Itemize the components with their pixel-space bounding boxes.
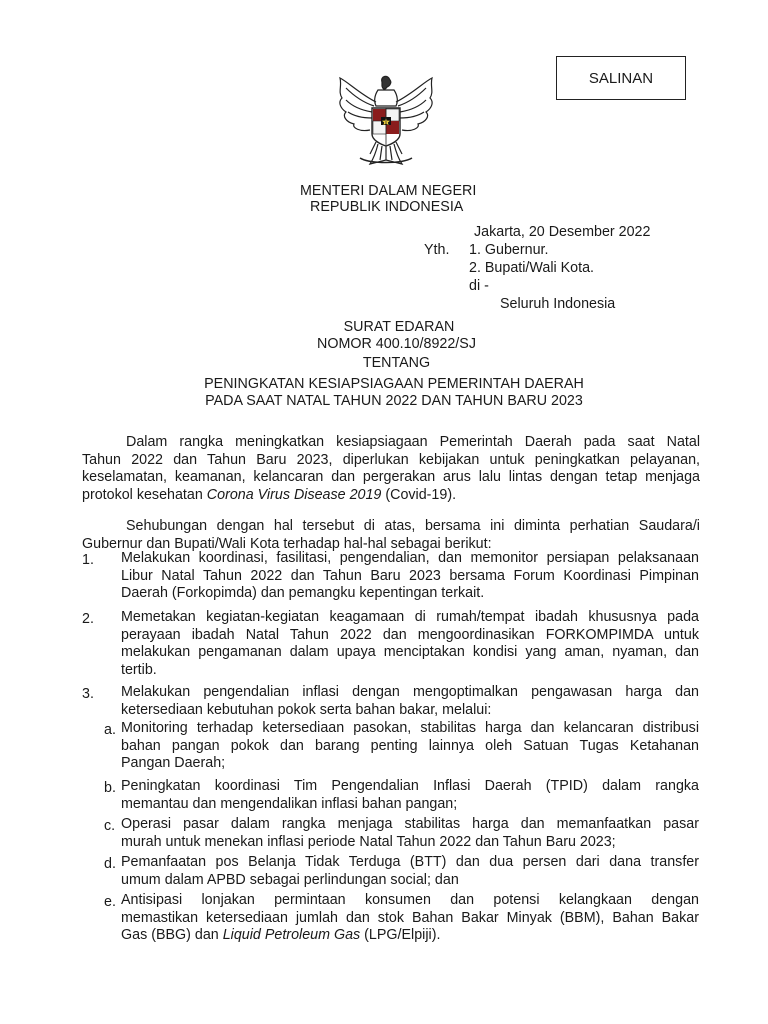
date-line: Jakarta, 20 Desember 2022 <box>474 224 651 240</box>
para2-line-2: Gubernur dan Bupati/Wali Kota terhadap hal-hal sebagai berikut: <box>82 535 492 552</box>
sublist-letter-a: a. <box>104 722 116 738</box>
paragraph-request <box>82 518 700 553</box>
subject-line-1: PENINGKATAN KESIAPSIAGAAN PEMERINTAH DAERAH <box>204 376 584 392</box>
paragraph-intro <box>82 434 700 504</box>
header-line-2: REPUBLIK INDONESIA <box>310 199 464 215</box>
list-number-3: 3. <box>82 686 94 702</box>
doc-about: TENTANG <box>362 355 431 371</box>
sublist-item-b: Peningkatan koordinasi Tim Pengendalian Inflasi Daerah (TPID) dalam rangka memantau dan mengendalikan inflasi bahan pangan; <box>121 778 699 812</box>
list-item-1: Melakukan koordinasi, fasilitasi, pengendalian, dan memonitor persiapan pelaksanaan Libur Natal Tahun 2022 dan Tahun Baru 2023 bersama Forum Koordinasi Pimpinan Daerah (Forkopimda) dan pemangku kepentingan terkait. <box>121 550 699 602</box>
para1-line-1: Dalam rangka meningkatkan kesiapsiagaan Pemerintah Daerah pada saat Natal <box>126 434 700 450</box>
sublist-item-a: Monitoring terhadap ketersediaan pasokan, stabilitas harga dan kelancaran distribusi bahan pangan pokok dan barang penting lainnya oleh Satuan Tugas Ketahanan Pangan Daerah; <box>121 720 699 772</box>
doc-number: NOMOR 400.10/8922/SJ <box>317 336 476 352</box>
sublist-item-e: Antisipasi lonjakan permintaan konsumen dan potensi kelangkaan dengan memastikan ketersediaan jumlah dan stok Bahan Bakar Minyak (BBM), Bahan Bakar Gas (BBG) dan Liquid Petroleum Gas (LPG/Elpiji). <box>121 892 699 944</box>
list-item-2: Memetakan kegiatan-kegiatan keagamaan di rumah/tempat ibadah khususnya pada perayaan ibadah Natal Tahun 2022 dan mengoordinasikan FORKOMPIMDA untuk melakukan pengamanan dalam upaya menciptakan kondisi yang aman, nyaman, dan tertib. <box>121 609 699 678</box>
sublist-letter-c: c. <box>104 818 116 834</box>
doc-type: SURAT EDARAN <box>343 319 455 335</box>
list-number-1: 1. <box>82 552 94 568</box>
para1-line-3: keselamatan, keamanan, kelancaran dan pergerakan arus lalu lintas dengan tetap menjaga <box>82 469 700 486</box>
sublist-item-d: Pemanfaatan pos Belanja Tidak Terduga (BTT) dan dua persen dari dana transfer umum dalam APBD sebagai perlindungan social; dan <box>121 854 699 888</box>
list-number-2: 2. <box>82 611 94 627</box>
sublist-letter-e: e. <box>104 894 116 910</box>
recipient-item-1: 1. Gubernur. <box>469 242 549 258</box>
para1-line-4: protokol kesehatan Corona Virus Disease 2019 (Covid-19). <box>82 486 457 503</box>
sublist-letter-b: b. <box>104 780 116 796</box>
recipient-yth: Yth. <box>424 242 450 258</box>
title-block <box>0 319 768 372</box>
sublist-item-c: Operasi pasar dalam rangka menjaga stabilitas harga dan memanfaatkan pasar murah untuk menekan inflasi periode Natal Tahun 2022 dan Tahun Baru 2023; <box>121 816 699 850</box>
para2-line-1: Sehubungan dengan hal tersebut di atas, bersama ini diminta perhatian Saudara/i <box>126 518 700 534</box>
header-line-1: MENTERI DALAM NEGERI <box>300 183 477 199</box>
salinan-label: SALINAN <box>588 69 654 87</box>
recipient-di: di - <box>469 278 489 294</box>
recipient-item-2: 2. Bupati/Wali Kota. <box>469 260 595 276</box>
list-item-3: Melakukan pengendalian inflasi dengan mengoptimalkan pengawasan harga dan ketersediaan kebutuhan pokok serta bahan bakar, melalui: <box>121 684 699 718</box>
subject-line-2: PADA SAAT NATAL TAHUN 2022 DAN TAHUN BARU 2023 <box>205 393 583 409</box>
garuda-emblem-icon <box>330 72 442 172</box>
salinan-stamp <box>556 56 686 100</box>
recipient-location: Seluruh Indonesia <box>500 296 616 312</box>
sublist-letter-d: d. <box>104 856 116 872</box>
subject-block <box>0 376 768 410</box>
para1-line-2: Tahun 2022 dan Tahun Baru 2023, diperlukan kebijakan untuk peningkatkan pelayanan, <box>82 451 700 468</box>
